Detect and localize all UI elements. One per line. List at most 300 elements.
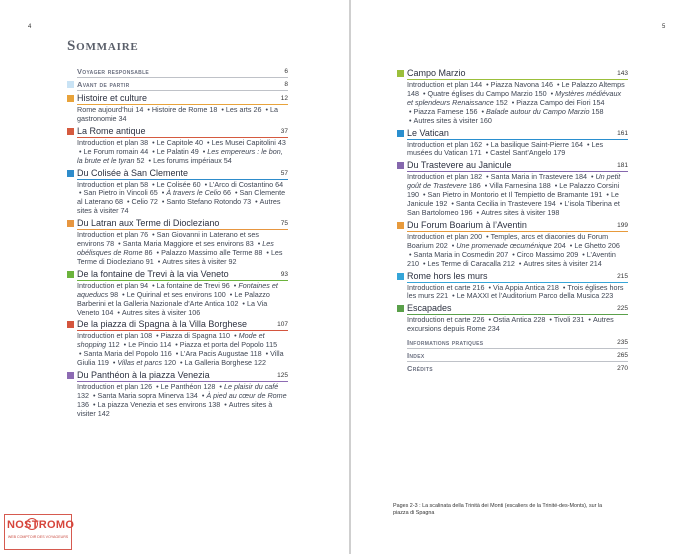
page-title: Sommaire — [67, 38, 139, 54]
section-color-square — [397, 162, 404, 169]
bullet-separator: • — [175, 340, 178, 350]
bullet-separator: • — [486, 139, 489, 149]
toc-subitem[interactable] — [77, 138, 148, 147]
toc-subitem-text: San Pietro in Montorio et Il Tempietto de Bramante 191 — [427, 190, 603, 200]
toc-subitem-text: Le Pincio 114 — [128, 340, 172, 350]
bullet-separator: • — [582, 249, 585, 259]
bullet-separator: • — [557, 80, 560, 89]
toc-subitem[interactable] — [414, 116, 492, 125]
bullet-separator: • — [233, 280, 237, 290]
section-items — [77, 383, 288, 419]
toc-subitem[interactable] — [407, 232, 482, 241]
toc-subitem-text: Santa Maria in Trastevere 184 — [490, 172, 587, 182]
toc-subitem[interactable] — [486, 107, 603, 116]
toc-subitem-text: La gastronomie 34 — [77, 105, 279, 123]
section-page-number: 199 — [617, 221, 628, 229]
bullet-separator: • — [152, 146, 155, 156]
toc-subitem[interactable] — [428, 190, 603, 199]
toc-label: Avant de partir — [77, 80, 130, 89]
toc-subitem[interactable] — [407, 283, 485, 292]
bullet-separator: • — [175, 349, 179, 359]
toc-subitem[interactable] — [98, 400, 221, 409]
toc-subitem-text: Le Capitole 40 — [156, 137, 204, 147]
toc-subitem-text: Introduction et plan 38 — [77, 137, 149, 147]
bullet-separator: • — [201, 390, 205, 400]
section-title: La Rome antique — [77, 125, 146, 136]
toc-subitem-text: Autres excursions depuis Rome 234 — [407, 315, 614, 334]
toc-subitem-text: Introduction et plan 144 — [407, 80, 483, 89]
bullet-separator: • — [549, 315, 552, 325]
toc-section[interactable] — [67, 93, 288, 124]
toc-subitem[interactable] — [180, 349, 261, 358]
toc-subitem-text: L’Aventin 210 — [407, 249, 616, 268]
toc-subitem[interactable] — [407, 80, 482, 89]
toc-section[interactable] — [67, 126, 288, 166]
toc-subitem-text: Introduction et plan 126 — [77, 382, 153, 392]
section-page-number: 143 — [617, 70, 628, 77]
toc-subitem-page: 132 — [77, 390, 89, 400]
bullet-separator: • — [606, 190, 609, 200]
toc-subitem[interactable] — [166, 188, 231, 197]
section-items — [77, 231, 288, 267]
bullet-separator: • — [484, 181, 488, 191]
table-of-contents-right — [397, 66, 628, 374]
toc-subitem-text: La piazza Venezia et ses environs 138 — [97, 399, 221, 409]
toc-subitem[interactable] — [574, 241, 620, 250]
toc-subitem-text: La basilique Saint-Pierre 164 — [490, 139, 583, 149]
toc-subitem[interactable] — [414, 250, 509, 259]
section-color-square — [397, 130, 404, 137]
toc-subitem-text: Autres sites à visiter 74 — [77, 197, 281, 216]
toc-subitem-text: Introduction et plan 162 — [407, 139, 483, 149]
section-items — [407, 316, 628, 334]
section-color-square — [67, 81, 74, 88]
toc-subitem[interactable] — [153, 156, 232, 165]
section-color-square — [67, 95, 74, 102]
section-title: Rome hors les murs — [407, 270, 488, 281]
toc-subitem-text: Une promenade œcuménique — [456, 240, 552, 250]
toc-subitem-text: Le Janicule 192 — [407, 190, 619, 209]
bullet-separator: • — [481, 106, 484, 116]
toc-subitem-text: Introduction et carte 216 — [407, 282, 485, 292]
toc-subitem-text: Le Palazzo Barberini et la Galleria Nazionale d’Arte Antica 102 — [77, 289, 270, 308]
toc-entry-informations[interactable] — [397, 337, 628, 349]
toc-subitem-text: Les Terme di Diocleziano 91 — [77, 247, 283, 266]
bullet-separator: • — [157, 256, 161, 266]
bullet-separator: • — [122, 289, 125, 299]
toc-section[interactable] — [67, 370, 288, 419]
bullet-separator: • — [93, 390, 96, 400]
bullet-separator: • — [152, 137, 155, 147]
toc-subitem[interactable] — [517, 250, 579, 259]
toc-subitem-text: Introduction et plan 182 — [407, 172, 483, 182]
bullet-separator: • — [234, 188, 238, 198]
toc-subitem-text: San Clemente al Laterano 68 — [77, 188, 286, 207]
bullet-separator: • — [79, 188, 82, 198]
section-color-square — [67, 128, 74, 135]
toc-subitem[interactable] — [127, 290, 226, 299]
bullet-separator: • — [152, 179, 155, 189]
bullet-separator: • — [588, 315, 591, 325]
toc-subitem-text: Le MAXXI et l’Auditorium Parco della Musica 223 — [456, 291, 614, 301]
toc-page-number: 6 — [284, 68, 288, 75]
toc-subitem[interactable] — [77, 180, 148, 189]
logo-brand: NOSTROMO — [7, 519, 75, 531]
section-items — [407, 284, 628, 302]
toc-subitem-text: Les Terme di Caracalla 212 — [427, 258, 515, 268]
bullet-separator: • — [79, 349, 82, 359]
bullet-separator: • — [569, 240, 573, 250]
bullet-separator: • — [451, 199, 454, 209]
toc-section[interactable] — [67, 168, 288, 217]
nostromo-logo — [4, 514, 75, 550]
toc-subitem-text: Les obélisques de Rome — [77, 239, 274, 257]
section-page-number: 57 — [280, 169, 288, 177]
toc-subitem[interactable] — [490, 148, 565, 157]
toc-subitem-text: Introduction et plan 200 — [407, 231, 483, 241]
toc-subitem[interactable] — [489, 181, 550, 190]
toc-subitem-page: 66 — [222, 188, 231, 198]
bullet-separator: • — [161, 188, 165, 198]
bullet-separator: • — [123, 340, 127, 350]
toc-subitem[interactable] — [407, 315, 485, 324]
toc-subitem[interactable] — [128, 340, 171, 349]
section-title: Du Colisée à San Clemente — [77, 167, 189, 178]
bullet-separator: • — [512, 249, 515, 259]
bullet-separator: • — [93, 399, 96, 409]
toc-subitem[interactable] — [523, 259, 601, 268]
toc-subitem-page: 136 — [77, 399, 89, 409]
toc-subitem-text: Les forums impériaux 54 — [153, 155, 232, 165]
toc-subitem[interactable] — [132, 197, 158, 206]
section-color-square — [397, 70, 404, 77]
toc-entry-index[interactable] — [397, 350, 628, 362]
toc-subitem[interactable] — [180, 340, 277, 349]
toc-subitem[interactable] — [77, 230, 148, 239]
bullet-separator: • — [265, 105, 269, 114]
toc-subitem-text: Mode et shopping — [77, 331, 265, 350]
toc-subitem[interactable] — [157, 281, 230, 290]
toc-subitem-text: À travers le Celio — [166, 188, 221, 198]
bullet-separator: • — [257, 239, 261, 249]
toc-subitem-text: Piazza Navona 146 — [490, 80, 553, 89]
toc-subitem[interactable] — [209, 180, 283, 189]
toc-subitem-page: 112 — [108, 340, 120, 350]
toc-subitem-text: Les empereurs : le bon, la brute et le tyran — [77, 146, 283, 165]
toc-subitem[interactable] — [161, 382, 216, 391]
section-items — [77, 139, 288, 166]
section-title: Du Forum Boarium à l’Aventin — [407, 219, 527, 230]
section-page-number: 12 — [280, 95, 288, 102]
toc-subitem-text: Castel Sant’Angelo 179 — [490, 148, 566, 158]
toc-subitem-text: Santa Maria Maggiore et ses environs 83 — [122, 239, 254, 249]
toc-subitem[interactable] — [162, 257, 236, 266]
toc-subitem-text: Trois églises hors les murs 221 — [407, 282, 624, 301]
toc-subitem[interactable] — [493, 315, 545, 324]
section-page-number: 93 — [280, 270, 288, 278]
toc-subitem[interactable] — [84, 188, 158, 197]
toc-subitem[interactable] — [456, 241, 566, 250]
section-items — [77, 282, 288, 318]
toc-subitem-text: L’isola Tiberina et San Bartolomeo 196 — [407, 199, 620, 217]
toc-subitem-text: Les musées du Vatican 171 — [407, 139, 604, 158]
bullet-separator: • — [207, 137, 210, 147]
bullet-separator: • — [518, 258, 522, 268]
bullet-separator: • — [265, 349, 269, 359]
toc-subitem-text: Les arts 26 — [225, 105, 262, 114]
section-items — [407, 233, 628, 269]
bullet-separator: • — [590, 172, 594, 182]
bullet-separator: • — [152, 280, 155, 290]
toc-subitem[interactable] — [152, 105, 218, 114]
toc-subitem-text: Le plaisir du café — [223, 382, 279, 392]
toc-subitem[interactable] — [98, 391, 198, 400]
toc-subitem-text: Piazza Farnese 156 — [413, 106, 478, 116]
toc-subitem[interactable] — [77, 105, 143, 114]
section-color-square — [397, 305, 404, 312]
toc-page-number: 270 — [617, 365, 628, 373]
bullet-separator: • — [423, 190, 426, 200]
toc-section[interactable] — [397, 220, 628, 269]
page-number: 4 — [28, 24, 32, 30]
bullet-separator: • — [554, 181, 558, 191]
bullet-separator: • — [234, 331, 237, 341]
toc-subitem-page: 186 — [468, 181, 481, 191]
toc-subitem-text: Introduction et plan 94 — [77, 280, 149, 290]
bullet-separator: • — [488, 282, 492, 292]
toc-subitem-text: Autres sites à visiter 214 — [523, 258, 602, 268]
toc-subitem-text: Mystères médiévaux et splendeurs Renaissance — [407, 88, 622, 107]
toc-section[interactable] — [67, 269, 288, 318]
toc-subitem-text: Santa Maria sopra Minerva 134 — [97, 390, 198, 400]
section-page-number: 181 — [617, 162, 628, 170]
toc-section[interactable] — [397, 271, 628, 302]
toc-subitem[interactable] — [84, 349, 172, 358]
bullet-separator: • — [423, 258, 426, 268]
toc-subitem-text: Introduction et plan 108 — [77, 331, 153, 341]
bullet-separator: • — [486, 172, 489, 182]
bullet-separator: • — [156, 247, 160, 257]
toc-page-number: 235 — [617, 339, 628, 347]
section-items — [77, 332, 288, 368]
toc-subitem[interactable] — [428, 259, 515, 268]
toc-subitem-text: Autres sites à visiter 198 — [481, 207, 560, 217]
toc-subitem[interactable] — [554, 315, 585, 324]
bullet-separator: • — [266, 247, 269, 257]
toc-subitem-text: Le Forum romain 44 — [83, 146, 149, 156]
section-color-square — [67, 321, 74, 328]
toc-subitem[interactable] — [493, 283, 559, 292]
toc-section[interactable] — [67, 218, 288, 267]
toc-subitem[interactable] — [414, 107, 478, 116]
toc-subitem[interactable] — [407, 140, 482, 149]
bullet-separator: • — [485, 148, 489, 158]
left-page — [0, 0, 349, 554]
bullet-separator: • — [161, 197, 165, 207]
section-title: Le Vatican — [407, 127, 449, 138]
toc-subitem-text: Santa Maria in Cosmedin 207 — [413, 249, 509, 259]
toc-subitem[interactable] — [77, 331, 152, 340]
toc-subitem[interactable] — [157, 138, 203, 147]
toc-subitem-text: Les Musei Capitolini 43 — [211, 137, 286, 147]
section-color-square — [67, 271, 74, 278]
toc-subitem-text: Balade autour du Campo Marzio — [486, 106, 590, 116]
toc-subitem-text: Le Palatin 49 — [156, 146, 199, 156]
bullet-separator: • — [409, 249, 412, 259]
toc-section[interactable] — [397, 68, 628, 126]
toc-subitem-text: Introduction et plan 76 — [77, 230, 149, 240]
toc-subitem[interactable] — [77, 281, 148, 290]
toc-subitem-text: Circo Massimo 209 — [516, 249, 579, 259]
toc-subitem-text: Villa Giulia 119 — [77, 349, 284, 368]
bullet-separator: • — [409, 115, 412, 125]
toc-subitem-text: Fontaines et aqueducs — [77, 280, 278, 299]
bullet-separator: • — [148, 155, 152, 165]
section-items — [77, 106, 288, 124]
toc-subitem-text: Le Palazzo Corsini 190 — [407, 181, 620, 200]
toc-subitem-page: 158 — [591, 106, 604, 116]
bullet-separator: • — [202, 146, 206, 156]
bullet-separator: • — [242, 298, 245, 308]
toc-page-number: 265 — [617, 352, 628, 360]
bullet-separator: • — [79, 146, 82, 156]
toc-subitem[interactable] — [117, 358, 176, 367]
toc-subitem-text: Piazza et porta del Popolo 115 — [179, 340, 278, 350]
toc-entry-avant[interactable] — [67, 79, 288, 91]
photo-caption: Pages 2-3 : La scalinata della Trinità dei Monti (escaliers de la Trinité-des-Monts), sur la piazza di Spagna — [393, 503, 603, 516]
toc-subitem[interactable] — [161, 331, 230, 340]
bullet-separator: • — [451, 240, 455, 250]
section-page-number: 107 — [277, 321, 288, 329]
section-page-number: 225 — [617, 305, 628, 313]
toc-subitem-text: Histoire de Rome 18 — [151, 105, 218, 114]
toc-subitem[interactable] — [491, 140, 583, 149]
section-page-number: 125 — [277, 372, 288, 380]
bullet-separator: • — [229, 289, 233, 299]
toc-subitem-text: L’Ara Pacis Augustae 118 — [180, 349, 262, 359]
section-title: Du Trastevere au Janicule — [407, 160, 512, 171]
toc-subitem[interactable] — [491, 172, 587, 181]
toc-subitem-text: Villa Farnesina 188 — [489, 181, 551, 191]
toc-section[interactable] — [67, 319, 288, 368]
toc-subitem-text: Introduction et carte 226 — [407, 315, 485, 325]
section-page-number: 37 — [280, 127, 288, 135]
bullet-separator: • — [126, 197, 130, 207]
toc-subitem[interactable] — [457, 291, 614, 300]
section-color-square — [397, 273, 404, 280]
logo-tagline: WEB COMPTOIR DES VOYAGEURS — [7, 535, 69, 539]
bullet-separator: • — [562, 282, 566, 292]
bullet-separator: • — [219, 382, 222, 392]
toc-subitem[interactable] — [516, 98, 604, 107]
toc-subitem-page: 86 — [144, 247, 153, 257]
toc-subitem-text: San Pietro in Vincoli 65 — [83, 188, 158, 198]
toc-subitem[interactable] — [157, 180, 201, 189]
bullet-separator: • — [118, 239, 121, 249]
bullet-separator: • — [156, 382, 159, 392]
toc-entry-credits[interactable] — [397, 363, 628, 374]
toc-subitem[interactable] — [123, 239, 254, 248]
toc-subitem-text: L’Arco di Costantino 64 — [209, 179, 284, 189]
toc-subitem-text: Ostia Antica 228 — [493, 315, 546, 325]
section-title: Escapades — [407, 303, 452, 314]
toc-subitem-text: Temples, arcs et diaconies du Forum Boarium 202 — [407, 231, 609, 250]
toc-subitem-text: Rome aujourd’hui 14 — [77, 105, 144, 114]
toc-section[interactable] — [397, 160, 628, 218]
toc-label: Voyager responsable — [77, 67, 150, 76]
toc-entry-voyager[interactable] — [67, 66, 288, 78]
toc-subitem-text: Autres sites à visiter 142 — [77, 399, 273, 418]
toc-subitem-text: Le Palazzo Altemps 148 — [407, 80, 625, 98]
bullet-separator: • — [559, 199, 563, 209]
section-title: Du Latran aux Terme di Diocleziano — [77, 218, 220, 229]
toc-subitem-text: Autres sites à visiter 92 — [162, 256, 237, 266]
section-page-number: 161 — [617, 129, 628, 137]
toc-subitem-text: Le Ghetto 206 — [574, 240, 620, 250]
section-page-number: 215 — [617, 272, 628, 280]
toc-subitem-text: Introduction et plan 58 — [77, 179, 149, 189]
toc-subitem-page: 98 — [110, 289, 119, 299]
section-title: Histoire et culture — [77, 93, 148, 103]
section-title: Du Panthéon à la piazza Venezia — [77, 370, 210, 381]
toc-subitem[interactable] — [407, 172, 482, 181]
section-title: De la fontaine de Trevi à la via Veneto — [77, 268, 229, 279]
section-items — [407, 81, 628, 126]
section-title: Campo Marzio — [407, 68, 466, 78]
toc-subitem[interactable] — [428, 89, 547, 98]
toc-subitem-text: Un petit goût de Trastevere — [407, 172, 621, 191]
toc-subitem-text: Le Colisée 60 — [156, 179, 201, 189]
toc-subitem[interactable] — [166, 197, 251, 206]
section-items — [407, 173, 628, 218]
toc-subitem[interactable] — [161, 248, 262, 257]
bullet-separator: • — [224, 399, 227, 409]
toc-section[interactable] — [397, 303, 628, 334]
toc-subitem-text: Le Quirinal et ses environs 100 — [126, 289, 226, 299]
bullet-separator: • — [452, 291, 455, 301]
bullet-separator: • — [156, 331, 159, 341]
toc-page-number: 8 — [284, 81, 288, 88]
toc-subitem[interactable] — [491, 80, 553, 89]
toc-subitem[interactable] — [157, 147, 199, 156]
bullet-separator: • — [550, 88, 554, 98]
toc-subitem-text: Santa Maria del Popolo 116 — [83, 349, 172, 359]
toc-subitem-text: Via Appia Antica 218 — [493, 282, 559, 292]
toc-subitem[interactable] — [77, 382, 152, 391]
toc-subitem-text: Palazzo Massimo alle Terme 88 — [161, 247, 263, 257]
bullet-separator: • — [112, 358, 116, 368]
toc-subitem[interactable] — [185, 358, 267, 367]
toc-subitem[interactable] — [481, 208, 559, 217]
toc-subitem-text: Celio 72 — [131, 197, 158, 207]
toc-subitem[interactable] — [122, 308, 200, 317]
toc-section[interactable] — [397, 128, 628, 159]
toc-label: Informations pratiques — [407, 338, 484, 348]
section-items — [77, 181, 288, 217]
toc-subitem[interactable] — [456, 199, 556, 208]
bullet-separator: • — [586, 139, 590, 149]
toc-subitem-page: 204 — [553, 240, 566, 250]
toc-subitem[interactable] — [226, 105, 262, 114]
toc-subitem-page: 120 — [163, 358, 176, 368]
toc-subitem[interactable] — [212, 138, 286, 147]
bullet-separator: • — [486, 231, 489, 241]
bullet-separator: • — [179, 358, 183, 368]
toc-subitem[interactable] — [84, 147, 149, 156]
toc-subitem-text: La Via Veneto 104 — [77, 298, 268, 317]
bullet-separator: • — [476, 207, 480, 217]
section-color-square — [67, 220, 74, 227]
